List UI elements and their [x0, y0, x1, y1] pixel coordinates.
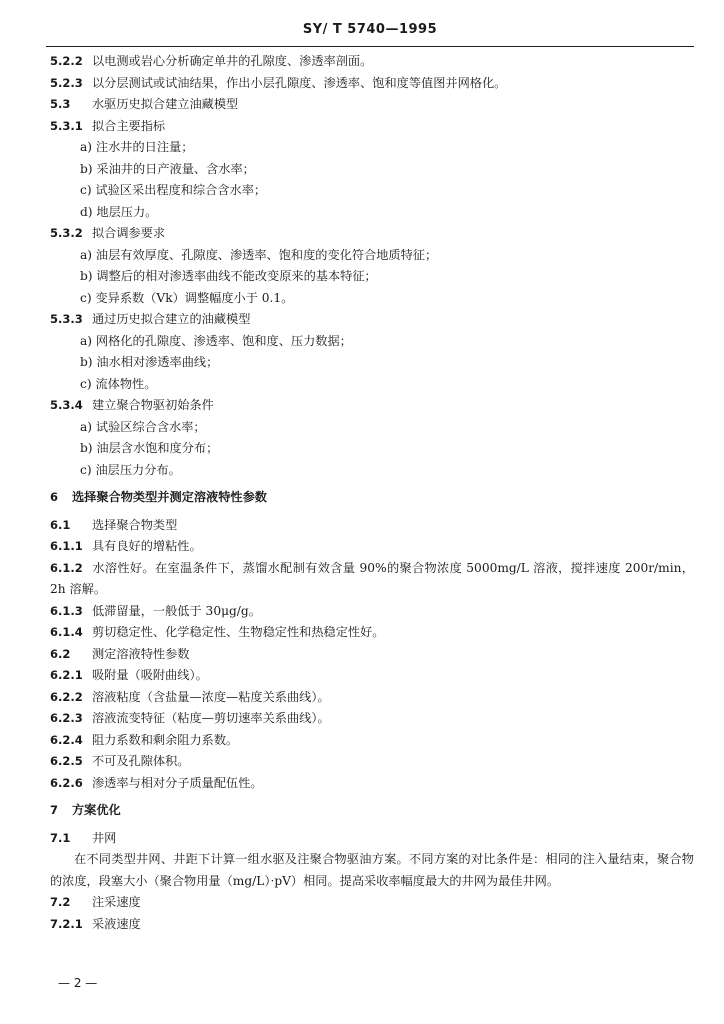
- clause-text: 水溶性好。在室温条件下，蒸馏水配制有效含量 90%的聚合物浓度 5000mg/L 溶液，搅拌速度 200r/min，2h 溶解。: [50, 560, 694, 596]
- clause: [50, 94, 694, 116]
- clause-number: 6.2: [50, 646, 71, 661]
- clause-text: 井网: [92, 830, 117, 845]
- page-number: — 2 —: [58, 976, 98, 990]
- clause-number: 5.3.2: [50, 226, 83, 240]
- clause-text: 采液速度: [92, 916, 141, 931]
- clause: [50, 536, 694, 558]
- clause: [50, 515, 694, 537]
- clause-text: 低滞留量，一般低于 30μg/g。: [92, 603, 261, 618]
- clause-text: 水驱历史拟合建立油藏模型: [92, 97, 239, 111]
- clause-text: 溶液流变特征（粘度—剪切速率关系曲线）。: [92, 711, 330, 725]
- clause-number: 5.3: [50, 97, 71, 111]
- list-item: b) 调整后的相对渗透率曲线不能改变原来的基本特征；: [80, 269, 377, 283]
- clause: [50, 309, 694, 331]
- clause: [50, 622, 694, 644]
- clause-number: 7: [50, 803, 59, 817]
- clause-text: 拟合调参要求: [92, 226, 166, 240]
- clause-number: 5.3.4: [50, 398, 83, 412]
- clause: [50, 730, 694, 752]
- clause-text: 吸附量（吸附曲线）。: [92, 668, 208, 682]
- clause-text: 渗透率与相对分子质量配伍性。: [92, 775, 263, 790]
- clause-text: 测定溶液特性参数: [92, 646, 190, 661]
- list-item: b) 采油井的日产液量、含水率；: [80, 161, 255, 176]
- list-item: a) 试验区综合含水率；: [80, 419, 206, 434]
- clause-text: 不可及孔隙体积。: [92, 754, 190, 768]
- clause-text: 通过历史拟合建立的油藏模型: [92, 312, 251, 326]
- clause: [50, 51, 694, 73]
- clause-text: 剪切稳定性、化学稳定性、生物稳定性和热稳定性好。: [92, 625, 385, 639]
- header-rule: [46, 46, 694, 47]
- clause-number: 7.1: [50, 830, 71, 845]
- clause-text: 选择聚合物类型并测定溶液特性参数: [72, 490, 267, 504]
- clause-text: 溶液粘度（含盐量—浓度—粘度关系曲线）。: [92, 689, 330, 704]
- clause-number: 7.2: [50, 895, 71, 909]
- document-body: [50, 51, 694, 935]
- chapter-heading: [50, 487, 694, 509]
- body-paragraph: 在不同类型井网、井距下计算一组水驱及注聚合物驱油方案。不同方案的对比条件是：相同的注入量结束，聚合物的浓度，段塞大小（聚合物用量（mg/L）·pV）相同。提高采收率幅度最大的井网为最佳井网。: [50, 852, 694, 888]
- document-header: SY/ T 5740—1995: [302, 22, 438, 37]
- list-item: b) 油水相对渗透率曲线；: [80, 355, 219, 369]
- clause-number: 6.1.2: [50, 560, 83, 575]
- list-item: a) 油层有效厚度、孔隙度、渗透率、饱和度的变化符合地质特征；: [80, 247, 438, 262]
- clause-number: 6.1.4: [50, 625, 83, 639]
- clause-text: 选择聚合物类型: [92, 517, 178, 532]
- clause-number: 6.2.1: [50, 668, 83, 682]
- clause-number: 6.1: [50, 517, 71, 532]
- list-item: b) 油层含水饱和度分布；: [80, 441, 219, 455]
- clause-number: 7.2.1: [50, 916, 83, 931]
- clause-number: 6.2.4: [50, 732, 83, 747]
- list-item: c) 流体物性。: [80, 376, 157, 391]
- clause-number: 5.2.3: [50, 75, 83, 90]
- list-item: a) 注水井的日注量；: [80, 140, 194, 154]
- clause: [50, 116, 694, 138]
- list-item: c) 变异系数（Vk）调整幅度小于 0.1。: [80, 290, 294, 305]
- clause-number: 5.3.3: [50, 312, 83, 326]
- clause: [50, 73, 694, 95]
- clause: [50, 828, 694, 850]
- clause: [50, 395, 694, 417]
- clause: [50, 892, 694, 914]
- clause-text: 注采速度: [92, 895, 141, 909]
- clause: [50, 687, 694, 709]
- list-item: c) 试验区采出程度和综合含水率；: [80, 183, 267, 197]
- clause: [50, 223, 694, 245]
- clause-number: 6.2.6: [50, 775, 83, 790]
- clause: [50, 914, 694, 936]
- chapter-heading: [50, 800, 694, 822]
- list-item: d) 地层压力。: [80, 204, 158, 219]
- clause-number: 6.1.3: [50, 603, 83, 618]
- clause: [50, 708, 694, 730]
- clause-text: 以电测或岩心分析确定单井的孔隙度、渗透率剖面。: [92, 54, 373, 68]
- clause: [50, 644, 694, 666]
- clause: [50, 601, 694, 623]
- clause-number: 5.3.1: [50, 118, 83, 133]
- clause-number: 6: [50, 490, 59, 504]
- list-item: c) 油层压力分布。: [80, 462, 181, 477]
- list-item: a) 网格化的孔隙度、渗透率、饱和度、压力数据；: [80, 333, 352, 348]
- clause-number: 5.2.2: [50, 54, 83, 68]
- clause-paragraph: [50, 558, 694, 601]
- clause-text: 以分层测试或试油结果，作出小层孔隙度、渗透率、饱和度等值图并网格化。: [92, 75, 507, 90]
- clause-text: 建立聚合物驱初始条件: [92, 398, 214, 412]
- clause-number: 6.2.2: [50, 689, 83, 704]
- clause: [50, 773, 694, 795]
- clause-text: 拟合主要指标: [92, 118, 166, 133]
- clause: [50, 665, 694, 687]
- clause-number: 6.2.5: [50, 754, 83, 768]
- clause: [50, 751, 694, 773]
- clause-number: 6.2.3: [50, 711, 83, 725]
- clause-text: 具有良好的增粘性。: [92, 539, 202, 553]
- clause-text: 方案优化: [72, 803, 121, 817]
- clause-number: 6.1.1: [50, 539, 83, 553]
- clause-text: 阻力系数和剩余阻力系数。: [92, 732, 239, 747]
